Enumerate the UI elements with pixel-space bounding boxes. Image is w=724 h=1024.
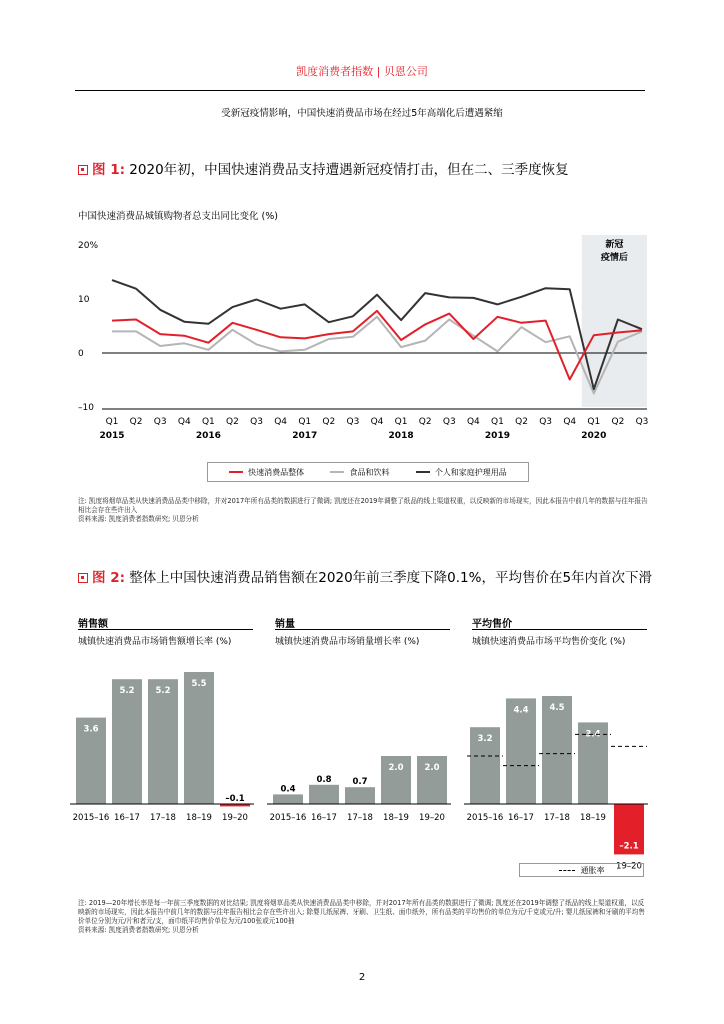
- figure1-title: [78, 162, 569, 178]
- figure2-number: 图 2:: [92, 570, 125, 586]
- bar-value-label: 5.5: [191, 679, 207, 689]
- panel-title-price: 平均售价: [472, 619, 512, 630]
- x-tick-label: 19–20: [222, 813, 248, 823]
- inflation-legend-label: 通胀率: [580, 865, 605, 875]
- y-tick-label: 20%: [78, 241, 99, 251]
- x-tick-label: Q4: [466, 417, 480, 427]
- legend-item-total: [229, 467, 304, 478]
- x-tick-label: Q1: [105, 417, 119, 427]
- figure1-note: 注: 凯度将烟草品类从快速消费品品类中移除，并对2017年所有品类的数据进行了微调; 凯度还在2019年调整了纸品的线上渠道权重，以反映新的市场现实，因此本报告中前几年的数据与往年报告相比会存在些许出入: [78, 497, 648, 514]
- x-tick-label: Q4: [274, 417, 288, 427]
- y-tick-label: 10: [78, 295, 90, 305]
- panel-rule: [78, 629, 253, 630]
- page-number: 2: [358, 972, 366, 983]
- panel-subtitle-volume: 城镇快速消费品市场销量增长率 (%): [275, 637, 420, 647]
- bar: [345, 787, 375, 804]
- bar-value-label: 2.0: [388, 763, 404, 773]
- x-year-label: 2015: [99, 431, 125, 441]
- bar-value-label: –2.1: [619, 841, 639, 852]
- legend-item-personal: [416, 467, 507, 478]
- x-tick-label: Q3: [635, 417, 649, 427]
- page-subtitle: 受新冠疫情影响，中国快速消费品市场在经过5年高端化后遭遇紧缩: [221, 108, 503, 119]
- legend-label: 食品和饮料: [349, 467, 390, 477]
- panel-title-volume: 销量: [275, 619, 295, 630]
- bar-chart-volume: [267, 660, 457, 860]
- x-tick-label: 17–18: [150, 813, 176, 823]
- line-chart: [60, 228, 660, 448]
- x-tick-label: Q2: [515, 417, 528, 427]
- covid-annotation: 新冠: [605, 240, 624, 250]
- x-year-label: 2018: [388, 431, 414, 441]
- x-tick-label: 16–17: [114, 813, 140, 823]
- figure1-notes: [78, 497, 653, 524]
- x-year-label: 2019: [484, 431, 510, 441]
- x-tick-label: 19–20: [616, 861, 642, 872]
- legend-swatch-food: [330, 471, 344, 473]
- bar-value-label: 4.5: [549, 703, 565, 713]
- bar-value-label: 3.6: [83, 724, 99, 735]
- x-year-label: 2020: [581, 431, 607, 441]
- x-tick-label: Q3: [346, 417, 360, 427]
- figure2-source: 资料来源: 凯度消费者指数研究; 贝恩分析: [78, 926, 199, 934]
- header-rule: [75, 90, 645, 91]
- series-line-personal: [112, 280, 642, 389]
- figure-icon: [78, 573, 88, 583]
- bar-value-label: –0.1: [225, 794, 245, 804]
- x-tick-label: Q3: [442, 417, 456, 427]
- x-tick-label: Q2: [418, 417, 432, 427]
- bar: [148, 679, 178, 804]
- inflation-legend: [519, 863, 644, 877]
- x-tick-label: Q1: [201, 417, 215, 427]
- bar-value-label: 5.2: [119, 686, 135, 697]
- y-tick-label: –10: [78, 403, 94, 413]
- bar-value-label: 0.4: [280, 784, 296, 795]
- x-year-label: 2017: [292, 431, 318, 441]
- figure-icon: [78, 165, 88, 175]
- x-tick-label: Q4: [370, 417, 384, 427]
- bar: [184, 672, 214, 804]
- figure1-source: 资料来源: 凯度消费者指数研究; 贝恩分析: [78, 515, 199, 523]
- x-tick-label: Q2: [129, 417, 143, 427]
- x-tick-label: 2015–16: [72, 813, 110, 823]
- figure2-note: 注: 2019—20年增长率是每一年前三季度数据的对比结果; 凯度将烟草品类从快速消费品品类中移除，并对2017年所有品类的数据进行了微调; 凯度还在2019年调整了纸品的线上渠道权重，以反映新的市场现实，因此本报告中前几年的数据与往年报告相比会存在些许出入; 除婴儿纸尿裤、牙刷、卫生纸、面巾纸外，所有品类的平均售价的单位为元/千克或元/升; 婴儿纸尿裤和牙刷的平均售价单位分别为元/片和者元/支，面巾纸平均售价单位为元/100张或元100抽: [78, 899, 645, 925]
- legend-label: 个人和家庭护理用品: [434, 467, 507, 477]
- dashed-line-swatch: [559, 870, 575, 871]
- bar-value-label: 0.8: [316, 774, 332, 785]
- x-tick-label: Q1: [587, 417, 601, 427]
- bar-chart-sales: [70, 660, 260, 860]
- legend-swatch-total: [229, 471, 243, 473]
- x-tick-label: 19–20: [419, 813, 445, 823]
- x-year-label: 2016: [195, 431, 221, 441]
- bar-value-label: 3.4: [585, 729, 601, 740]
- x-tick-label: 18–19: [580, 813, 606, 823]
- x-tick-label: Q1: [491, 417, 504, 427]
- series-line-food: [112, 317, 642, 394]
- covid-annotation: 疫情后: [600, 253, 628, 263]
- x-tick-label: Q1: [394, 417, 408, 427]
- panel-rule: [275, 629, 450, 630]
- x-tick-label: 17–18: [347, 813, 373, 823]
- panel-subtitle-sales: 城镇快速消费品市场销售额增长率 (%): [78, 637, 232, 647]
- panel-subtitle-price: 城镇快速消费品市场平均售价变化 (%): [472, 637, 626, 647]
- figure1-title-text: 2020年初，中国快速消费品支持遭遇新冠疫情打击，但在二、三季度恢复: [129, 162, 569, 178]
- x-tick-label: Q4: [563, 417, 577, 427]
- bar-value-label: 5.2: [155, 686, 171, 697]
- x-tick-label: Q3: [539, 417, 553, 427]
- figure2-title: [78, 570, 652, 586]
- x-tick-label: 17–18: [544, 813, 570, 823]
- x-tick-label: Q1: [298, 417, 312, 427]
- chart-legend: [207, 462, 529, 482]
- header-brand: 凯度消费者指数 | 贝恩公司: [296, 65, 428, 78]
- bar: [112, 679, 142, 804]
- figure1-number: 图 1:: [92, 162, 125, 178]
- bar: [273, 794, 303, 804]
- x-tick-label: 16–17: [508, 813, 534, 823]
- x-tick-label: 18–19: [186, 813, 212, 823]
- y-tick-label: 0: [78, 349, 84, 359]
- bar-value-label: 4.4: [513, 705, 529, 716]
- figure2-notes: [78, 899, 650, 935]
- x-tick-label: Q2: [226, 417, 239, 427]
- x-tick-label: Q4: [177, 417, 191, 427]
- x-tick-label: Q2: [322, 417, 336, 427]
- x-tick-label: 2015–16: [466, 813, 504, 823]
- panel-title-sales: 销售额: [78, 619, 108, 630]
- legend-item-food: [330, 467, 389, 478]
- x-tick-label: Q2: [611, 417, 625, 427]
- panel-rule: [472, 629, 647, 630]
- x-tick-label: 2015–16: [269, 813, 307, 823]
- legend-label: 快速消费品整体: [248, 467, 305, 477]
- legend-swatch-personal: [416, 471, 430, 473]
- x-tick-label: 18–19: [383, 813, 409, 823]
- figure1-subtitle: 中国快速消费品城镇购物者总支出同比变化 (%): [78, 211, 278, 222]
- figure2-title-text: 整体上中国快速消费品销售额在2020年前三季度下降0.1%，平均售价在5年内首次下滑: [129, 570, 653, 586]
- bar: [309, 785, 339, 804]
- bar-value-label: 0.7: [352, 777, 368, 788]
- bar-value-label: 3.2: [477, 734, 493, 745]
- x-tick-label: Q3: [153, 417, 167, 427]
- x-tick-label: Q3: [250, 417, 263, 427]
- x-tick-label: 16–17: [311, 813, 337, 823]
- bar-value-label: 2.0: [424, 763, 440, 773]
